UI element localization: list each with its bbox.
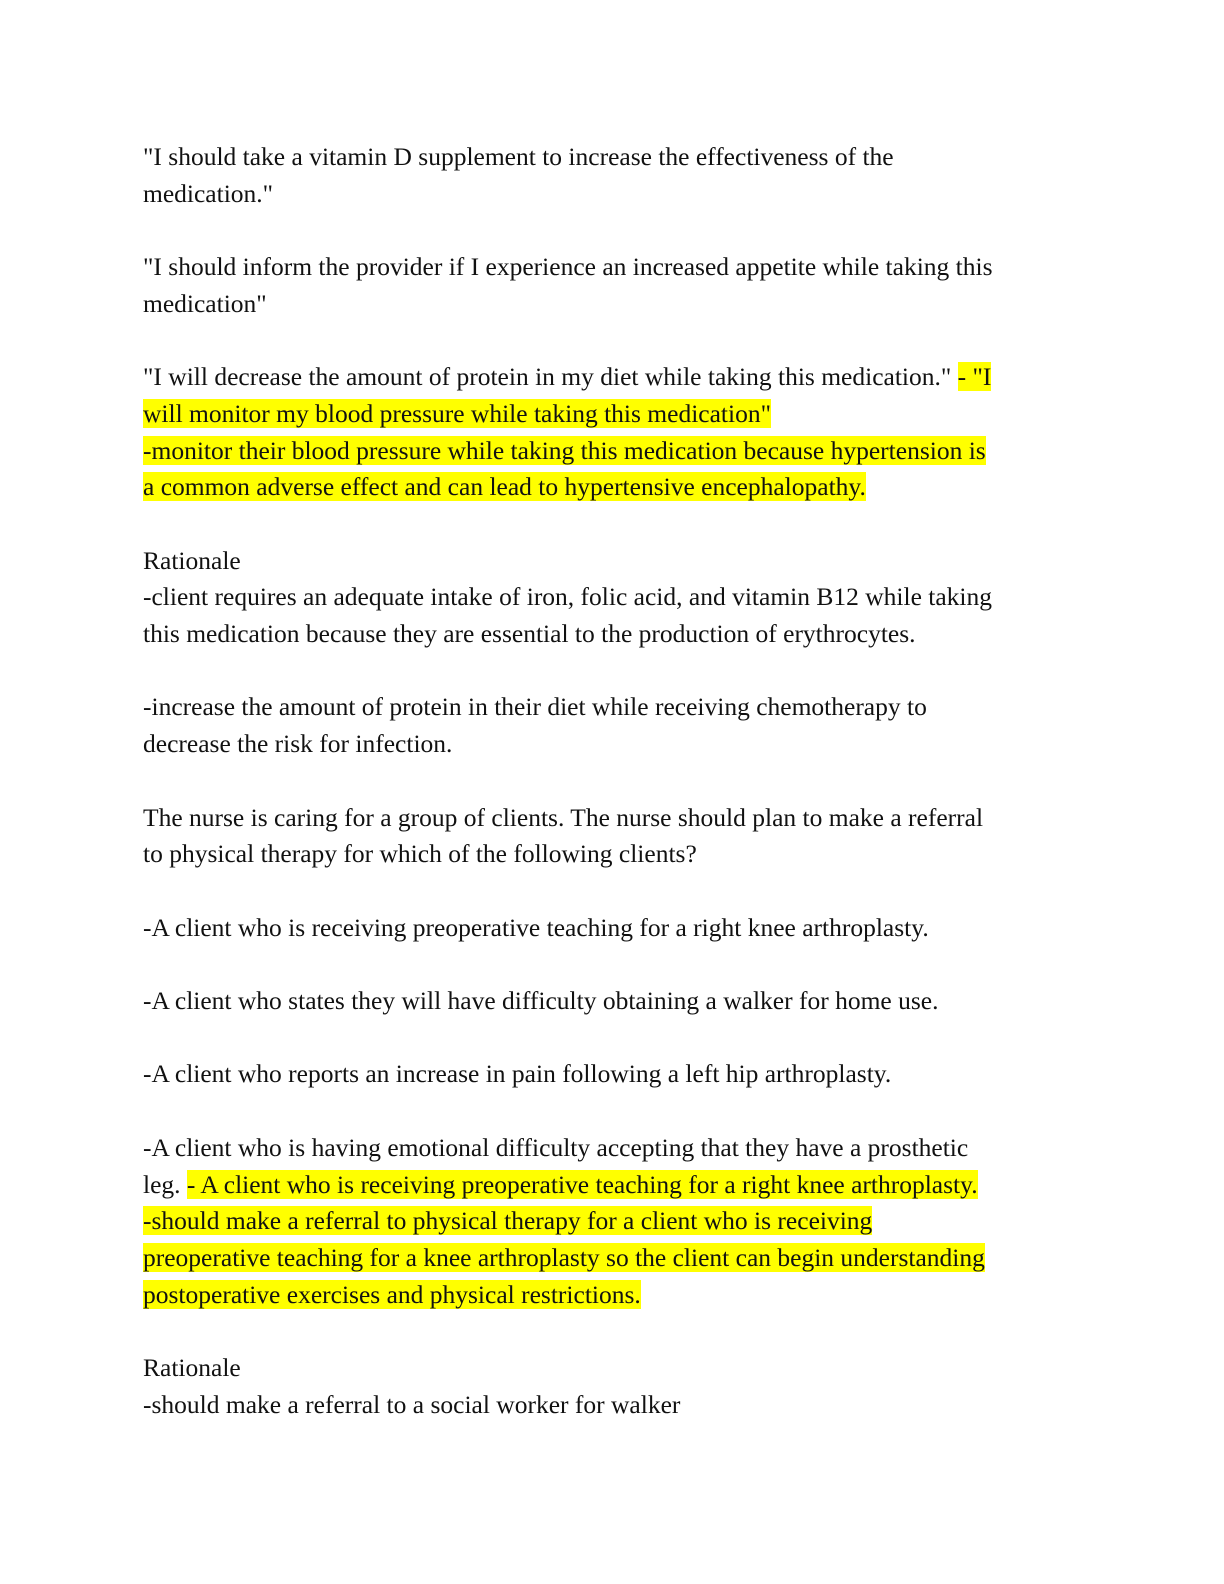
highlighted-text: preoperative teaching for a knee arthroplasty so the client can begin understanding: [143, 1242, 985, 1272]
paragraph-vitamin-d: [143, 139, 1073, 212]
text-line: "I should inform the provider if I experience an increased appetite while taking this: [143, 252, 993, 282]
text-line: "I should take a vitamin D supplement to increase the effectiveness of the: [143, 142, 894, 171]
highlighted-text: -monitor their blood pressure while taking this medication because hypertension is: [143, 435, 986, 465]
text-line: -A client who states they will have difficulty obtaining a walker for home use.: [143, 986, 939, 1016]
rationale-heading: Rationale: [143, 1353, 241, 1383]
text-line: [143, 396, 1073, 433]
text-line: -should make a referral to a social worker for walker: [143, 1389, 681, 1419]
option-prosthetic-answer: [143, 1130, 1073, 1314]
text-line: -increase the amount of protein in their diet while receiving chemotherapy to: [143, 692, 927, 722]
option-knee-arthroplasty: [143, 910, 1073, 947]
paragraph-rationale-1: [143, 543, 1073, 653]
highlighted-text: postoperative exercises and physical restrictions.: [143, 1279, 641, 1309]
text-line: to physical therapy for which of the following clients?: [143, 839, 697, 869]
highlighted-text: - A client who is receiving preoperative teaching for a right knee arthroplasty.: [186, 1169, 978, 1199]
highlighted-text: a common adverse effect and can lead to hypertensive encephalopathy.: [143, 472, 866, 502]
text-line: [143, 1167, 1073, 1204]
text-line: this medication because they are essential to the production of erythrocytes.: [143, 619, 916, 649]
option-walker: [143, 983, 1073, 1020]
highlighted-text: - "I: [957, 362, 992, 392]
highlighted-text: -should make a referral to physical therapy for a client who is receiving: [143, 1206, 873, 1236]
question-paragraph: [143, 800, 1073, 873]
text-line: decrease the risk for infection.: [143, 729, 453, 759]
text-line: [143, 433, 1073, 470]
text-line: [143, 1240, 1073, 1277]
paragraph-appetite: [143, 249, 1073, 322]
text-line: [143, 359, 1073, 396]
document-page: [143, 139, 1073, 1423]
text-plain: leg.: [143, 1169, 187, 1199]
paragraph-rationale-2: [143, 1350, 1073, 1423]
rationale-heading: Rationale: [143, 545, 241, 575]
text-line: The nurse is caring for a group of clients. The nurse should plan to make a referral: [143, 802, 984, 832]
text-line: -A client who is receiving preoperative teaching for a right knee arthroplasty.: [143, 912, 929, 942]
text-line: [143, 1277, 1073, 1314]
text-line: [143, 1203, 1073, 1240]
paragraph-protein-answer: [143, 359, 1073, 506]
text-line: -client requires an adequate intake of iron, folic acid, and vitamin B12 while taking: [143, 582, 993, 612]
text-line: medication": [143, 288, 267, 318]
option-hip-pain: [143, 1056, 1073, 1093]
text-line: [143, 469, 1073, 506]
text-line: -A client who is having emotional difficulty accepting that they have a prosthetic: [143, 1132, 969, 1162]
text-line: -A client who reports an increase in pain following a left hip arthroplasty.: [143, 1059, 892, 1089]
paragraph-chemotherapy: [143, 689, 1073, 762]
highlighted-text: will monitor my blood pressure while taking this medication": [143, 398, 771, 428]
text-line: medication.": [143, 178, 274, 208]
text-plain: "I will decrease the amount of protein in my diet while taking this medication.": [143, 362, 958, 392]
